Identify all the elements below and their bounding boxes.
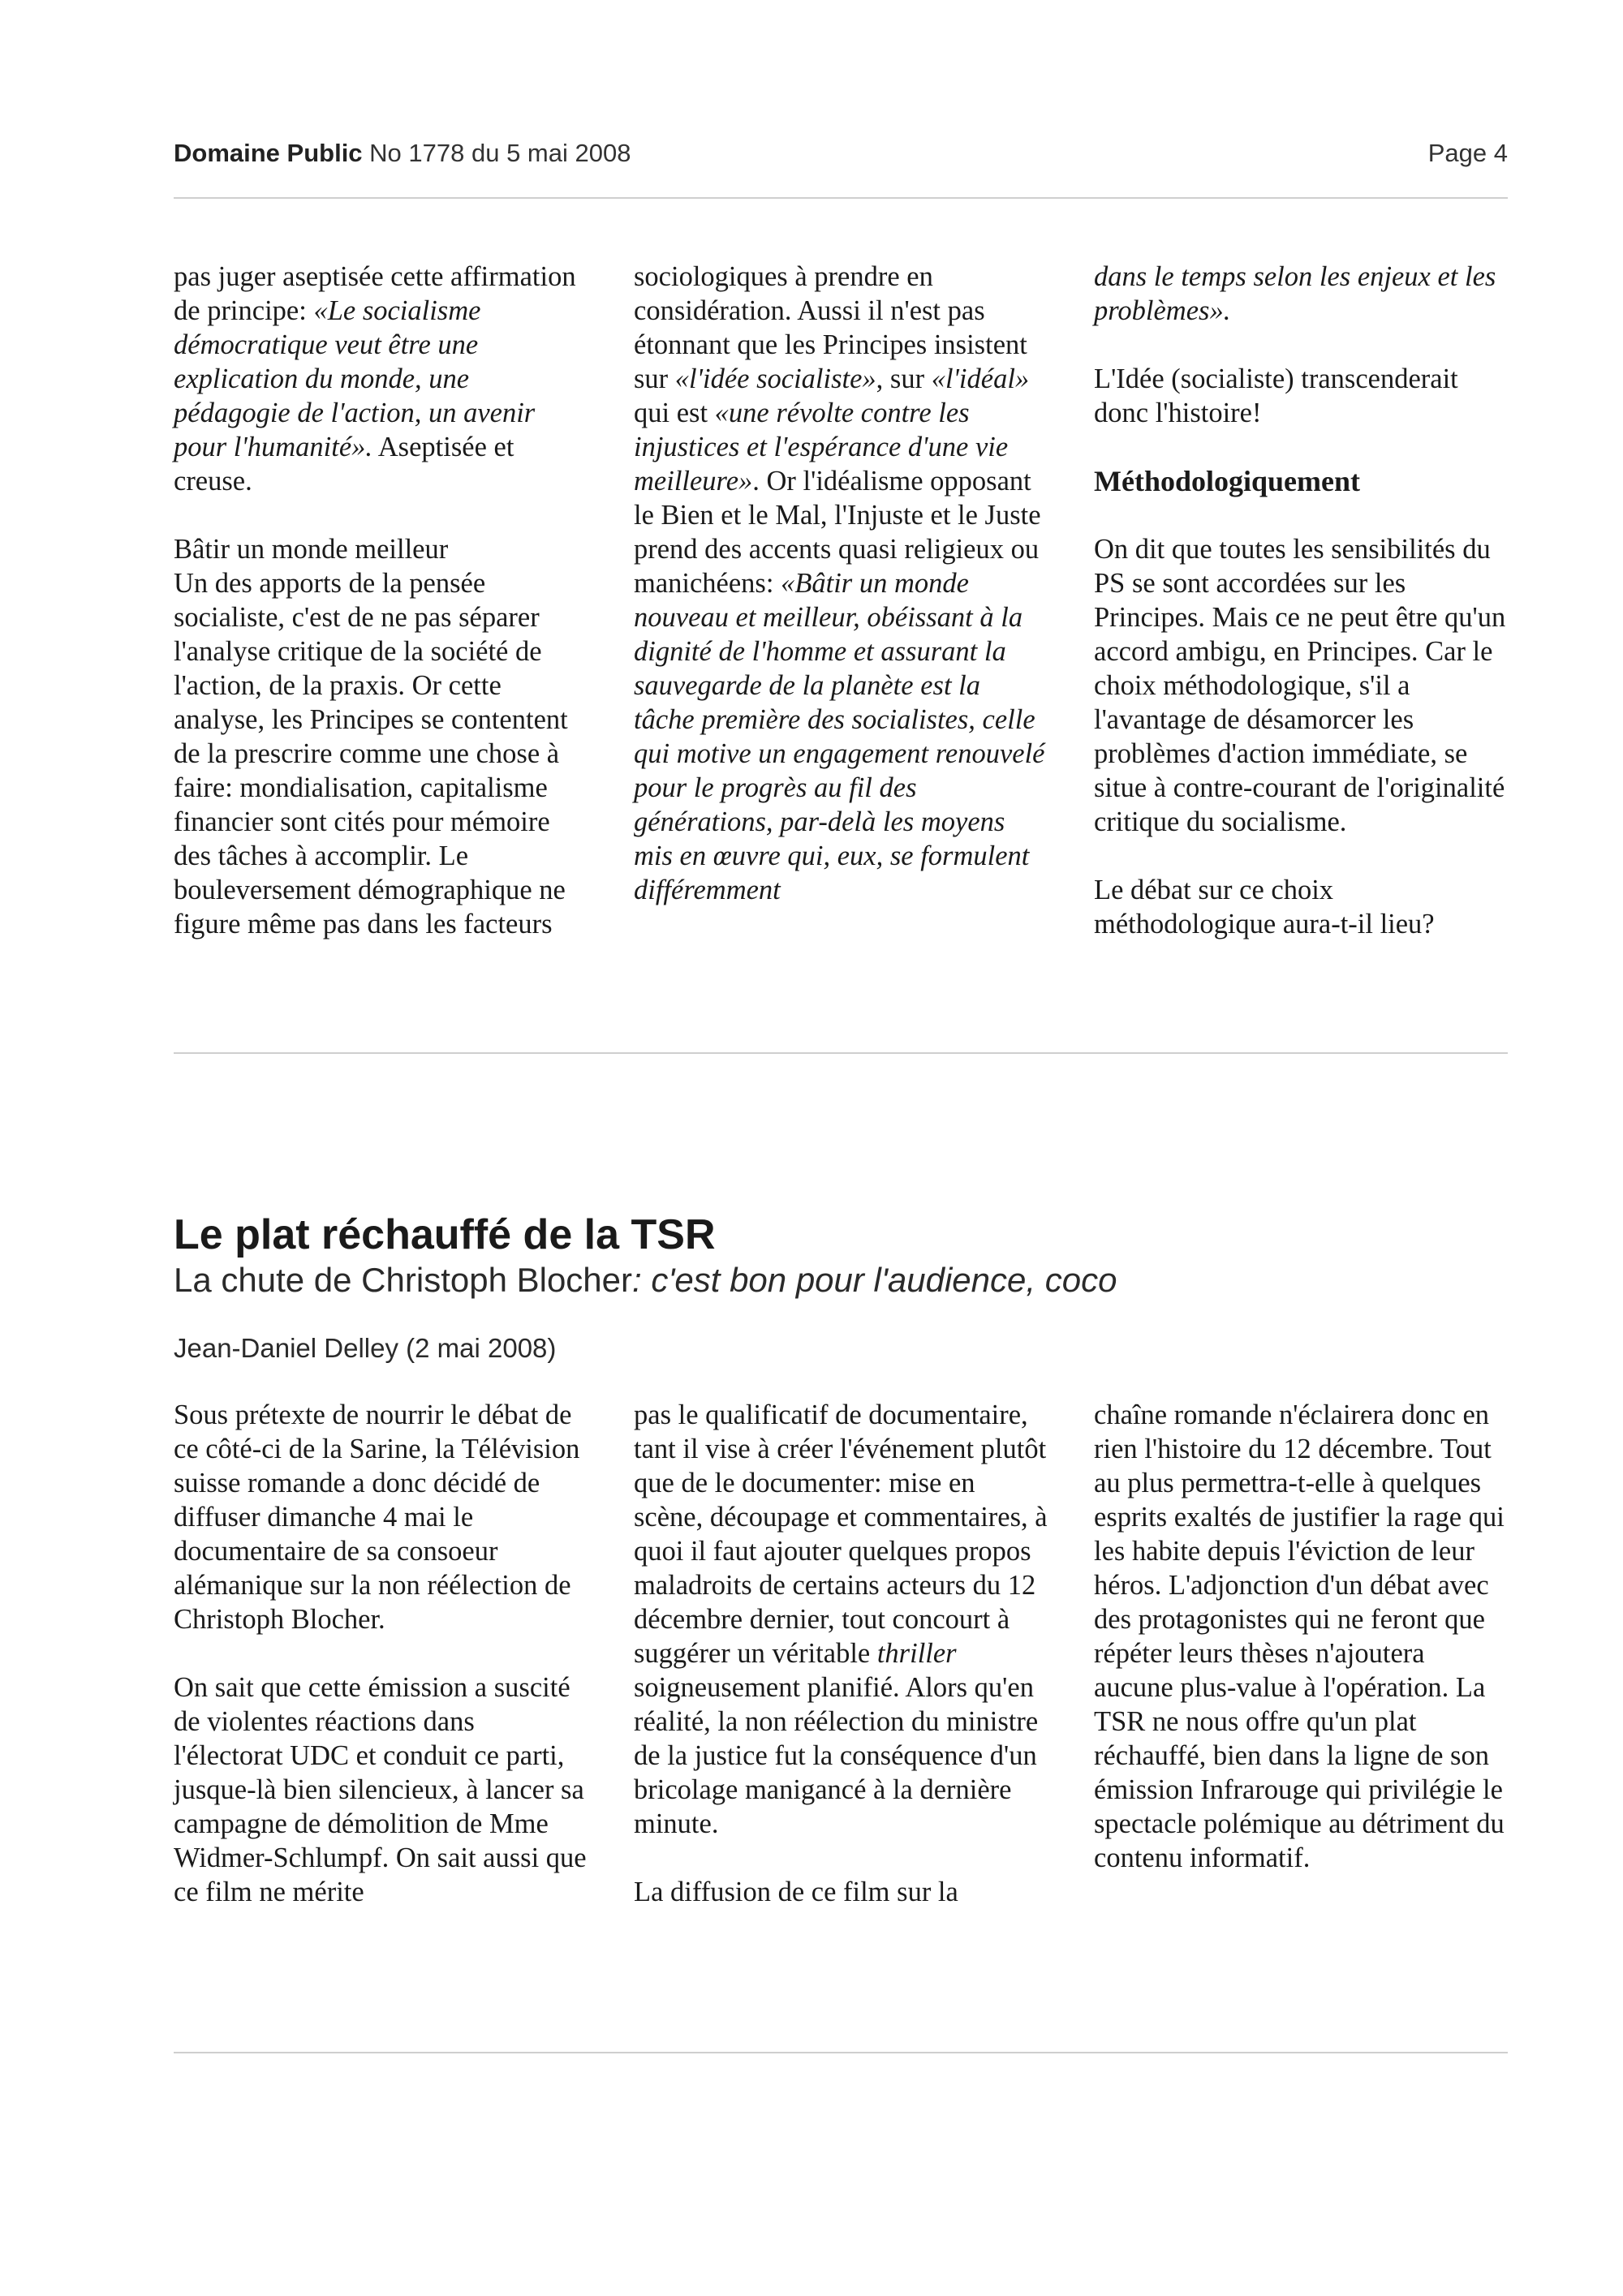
subtitle-text: La chute de Christoph Blocher: [174, 1261, 633, 1299]
article1-column-3: [1094, 260, 1508, 941]
text: sociologiques à prendre en considération. Aussi il n'est pas étonnant que les Principes insistent sur: [634, 261, 1027, 394]
inline-heading: Bâtir un monde meilleur: [174, 534, 449, 565]
text: qui est: [634, 398, 715, 428]
quote: «Le socialisme démocratique veut être une explication du monde, une pédagogie de l'action, un avenir pour l'humanité».: [174, 295, 536, 462]
paragraph: On sait que cette émission a suscité de violentes réactions dans l'électorat UDC et conduit ce parti, jusque-là bien silencieux, à lancer sa campagne de démolition de Mme Widmer-Schlumpf. On sait aussi que ce film ne mérite: [174, 1672, 587, 1907]
article1-body: [174, 260, 1508, 941]
text: , sur: [876, 363, 932, 394]
article2-column-3: [1094, 1398, 1508, 1909]
article2-body: [174, 1398, 1508, 1909]
text: Un des apports de la pensée socialiste, c'est de ne pas séparer l'analyse critique de la société de l'action, de la praxis. Or cette analyse, les Principes se contentent de la prescrire comme une chose à faire: mondialisation, capitalisme financier sont cités pour mémoire des tâches à accomplir. Le bouleversement démographique ne figure même pas dans les facteurs: [174, 568, 568, 939]
paragraph: [634, 1398, 1048, 1841]
byline: Jean-Daniel Delley (2 mai 2008): [174, 1333, 557, 1363]
header-divider: [174, 197, 1508, 199]
article-title: Le plat réchauffé de la TSR: [174, 1211, 716, 1258]
article1-column-1: [174, 260, 588, 941]
paragraph: L'Idée (socialiste) transcenderait donc l'histoire!: [1094, 363, 1458, 428]
quote: «une révolte contre les injustices et l'espérance d'une vie meilleure»: [634, 398, 1009, 497]
text: soigneusement planifié. Alors qu'en réalité, la non réélection du ministre de la justice fut la conséquence d'un bricolage manigancé à la dernière minute.: [634, 1672, 1039, 1839]
page-number: Page 4: [1427, 139, 1508, 167]
quote: «l'idéal»: [931, 363, 1030, 394]
paragraph: [174, 532, 588, 941]
article-subtitle: [174, 1258, 1508, 1303]
paragraph: Sous prétexte de nourrir le débat de ce côté-ci de la Sarine, la Télévision suisse romande a donc décidé de diffuser dimanche 4 mai le documentaire de sa consoeur alémanique sur la non réélection de Christoph Blocher.: [174, 1400, 580, 1635]
paragraph: La diffusion de ce film sur la: [634, 1877, 958, 1907]
publication-name: Domaine Public: [174, 139, 363, 167]
text: pas le qualificatif de documentaire, tant il vise à créer l'événement plutôt que de le documenter: mise en scène, découpage et commentaires, à quoi il faut ajouter quelques propos maladroits de certains acteurs du 12 décembre dernier, tout concourt à suggérer un véritable: [634, 1400, 1048, 1669]
article-divider: [174, 1052, 1508, 1054]
article2-column-1: [174, 1398, 588, 1909]
paragraph: On dit que toutes les sensibilités du PS se sont accordées sur les Principes. Mais ce ne peut être qu'un accord ambigu, en Principes. Car le choix méthodologique, s'il a l'avantage de désamorcer les problèmes d'action immédiate, se situe à contre-courant de l'originalité critique du socialisme.: [1094, 534, 1506, 837]
paragraph: Le débat sur ce choix méthodologique aura-t-il lieu?: [1094, 875, 1435, 939]
quote: «l'idée socialiste»: [674, 363, 876, 394]
paragraph: [174, 260, 588, 498]
text: pas juger aseptisée cette affirmation de principe:: [174, 261, 576, 326]
paragraph: chaîne romande n'éclairera donc en rien l'histoire du 12 décembre. Tout au plus permettra-t-elle à quelques esprits exaltés de justifier la rage qui les habite depuis l'éviction de leur héros. L'adjonction d'un débat avec des protagonistes qui ne feront que répéter leurs thèses n'ajoutera aucune plus-value à l'opération. La TSR ne nous offre qu'un plat réchauffé, bien dans la ligne de son émission Infrarouge qui privilégie le spectacle polémique au détriment du contenu informatif.: [1094, 1400, 1505, 1873]
page-header: [174, 133, 1508, 174]
article1-column-2: [634, 260, 1048, 941]
text: . Or l'idéalisme opposant le Bien et le Mal, l'Injuste et le Juste prend des accents quasi religieux ou manichéens:: [634, 466, 1041, 599]
article2-column-2: [634, 1398, 1048, 1909]
paragraph: [634, 260, 1048, 907]
section-subheading: Méthodologiquement: [1094, 465, 1360, 497]
subtitle-italic: : c'est bon pour l'audience, coco: [632, 1261, 1117, 1299]
italic-term: thriller: [876, 1638, 957, 1669]
quote: «Bâtir un monde nouveau et meilleur, obéissant à la dignité de l'homme et assurant la sauvegarde de la planète est la tâche première des socialistes, celle qui motive un engagement renouvelé pour le progrès au fil des générations, par-delà les moyens mis en œuvre qui, eux, se formulent différemment: [634, 568, 1045, 905]
issue-info: No 1778 du 5 mai 2008: [369, 139, 631, 167]
text: Aseptisée et creuse.: [174, 432, 514, 497]
footer-divider: [174, 2052, 1508, 2053]
paragraph: [1094, 260, 1508, 328]
quote: dans le temps selon les enjeux et les problèmes».: [1094, 261, 1496, 326]
